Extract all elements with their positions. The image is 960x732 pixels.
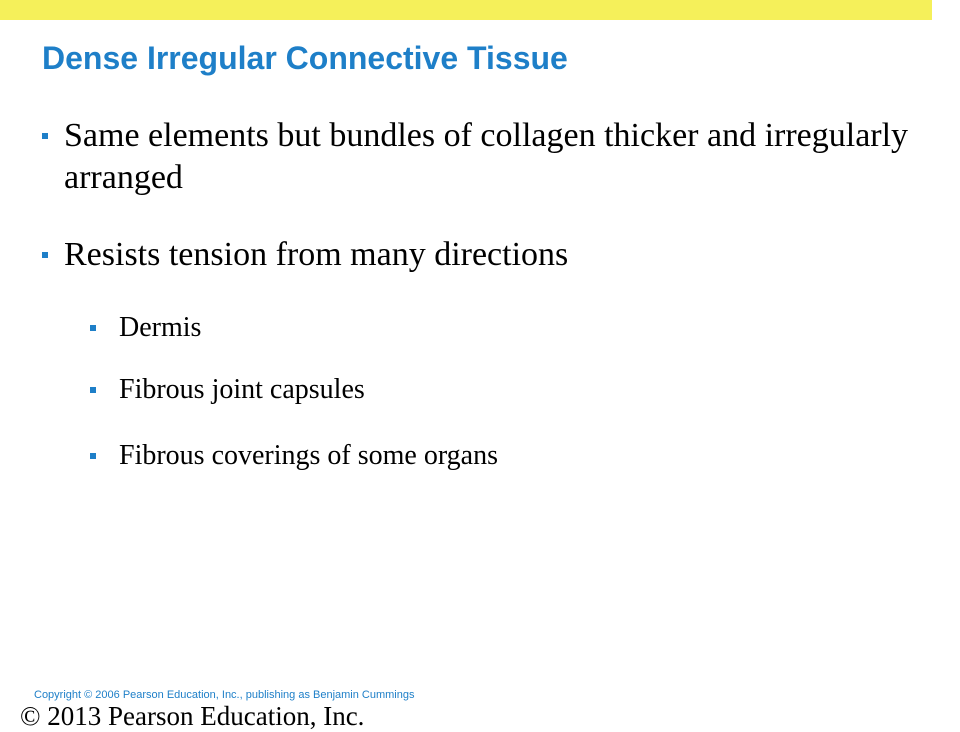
sub-bullet-text: Fibrous joint capsules	[119, 374, 365, 405]
copyright-notice-large: © 2013 Pearson Education, Inc.	[20, 701, 365, 731]
bullet-text: Resists tension from many directions	[64, 236, 569, 273]
sub-bullet-text: Fibrous coverings of some organs	[119, 440, 498, 471]
square-bullet-icon	[90, 387, 96, 393]
bullet-item	[64, 234, 568, 276]
sub-bullet-item	[119, 372, 365, 408]
copyright-notice-small: Copyright © 2006 Pearson Education, Inc., publishing as Benjamin Cummings	[34, 689, 415, 701]
sub-bullet-item	[119, 438, 498, 474]
square-bullet-icon	[42, 133, 48, 139]
square-bullet-icon	[90, 325, 96, 331]
square-bullet-icon	[90, 453, 96, 459]
bullet-text: Same elements but bundles of collagen thicker and irregularly arranged	[64, 117, 909, 196]
slide-title: Dense Irregular Connective Tissue	[42, 40, 568, 76]
square-bullet-icon	[42, 252, 48, 258]
sub-bullet-text: Dermis	[119, 312, 202, 343]
bullet-item	[64, 115, 924, 199]
sub-bullet-item	[119, 310, 201, 346]
